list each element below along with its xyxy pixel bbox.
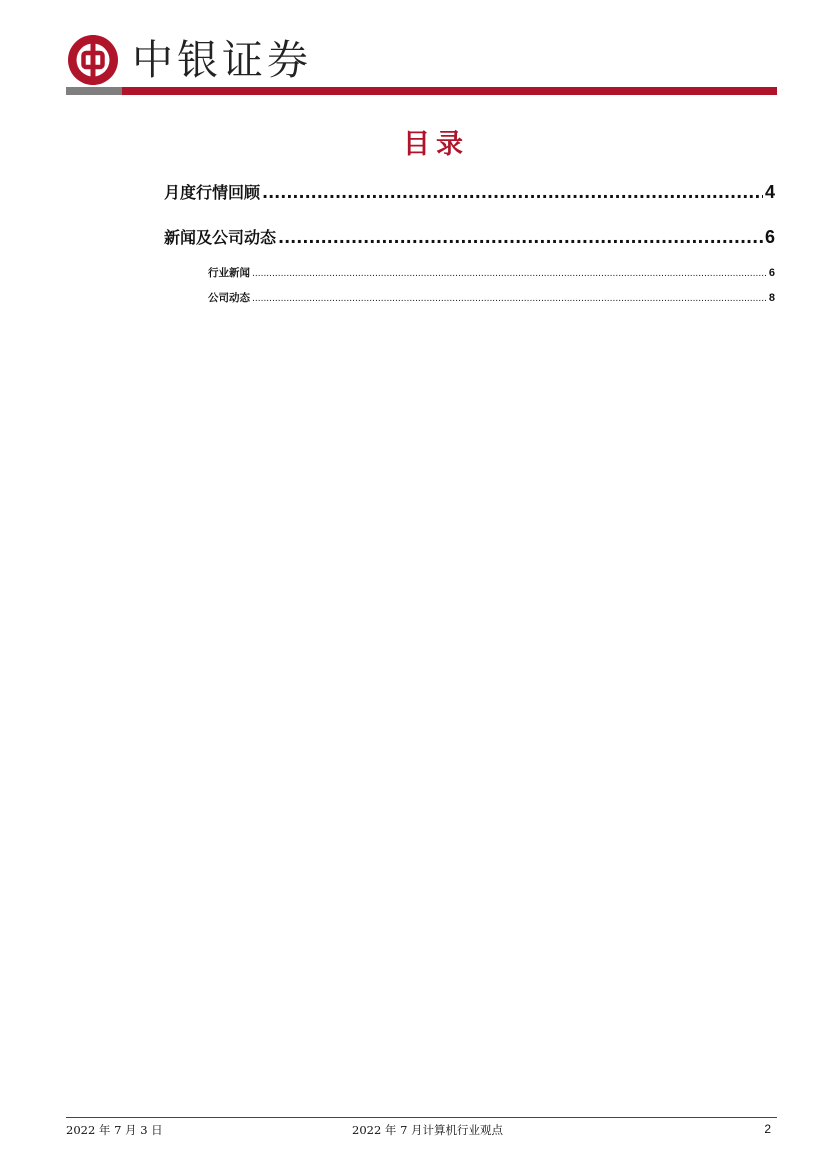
toc-leader-dots bbox=[278, 228, 763, 247]
toc-entry-news-and-company[interactable] bbox=[164, 225, 775, 248]
toc-entry-label: 公司动态 bbox=[208, 292, 250, 304]
toc-entry-company-news[interactable] bbox=[208, 290, 775, 305]
toc-title: 目录 bbox=[403, 129, 469, 160]
toc-leader-dots bbox=[252, 294, 767, 304]
toc-leader-dots bbox=[262, 183, 763, 202]
toc-entry-monthly-review[interactable] bbox=[164, 180, 775, 203]
footer-report-title: 2022 年 7 月计算机行业观点 bbox=[352, 1123, 504, 1137]
bank-of-china-logo-icon bbox=[66, 33, 120, 87]
toc-entry-label: 月度行情回顾 bbox=[164, 183, 261, 202]
toc-entry-label: 行业新闻 bbox=[208, 267, 250, 279]
toc-entry-page: 8 bbox=[768, 292, 775, 304]
toc-entry-page: 6 bbox=[764, 227, 775, 247]
toc-leader-dots bbox=[252, 269, 767, 279]
toc-entry-label: 新闻及公司动态 bbox=[164, 228, 277, 247]
toc-entry-industry-news[interactable] bbox=[208, 265, 775, 280]
footer-date: 2022 年 7 月 3 日 bbox=[66, 1123, 163, 1137]
header-rule-gray bbox=[66, 87, 122, 95]
toc-entry-page: 6 bbox=[768, 267, 775, 279]
footer-page-number: 2 bbox=[764, 1122, 771, 1136]
brand-name: 中银证券 bbox=[132, 36, 312, 84]
footer-rule bbox=[66, 1117, 777, 1118]
brand-logo bbox=[66, 33, 312, 87]
header-rule-red bbox=[122, 87, 777, 95]
toc-entry-page: 4 bbox=[764, 182, 775, 202]
